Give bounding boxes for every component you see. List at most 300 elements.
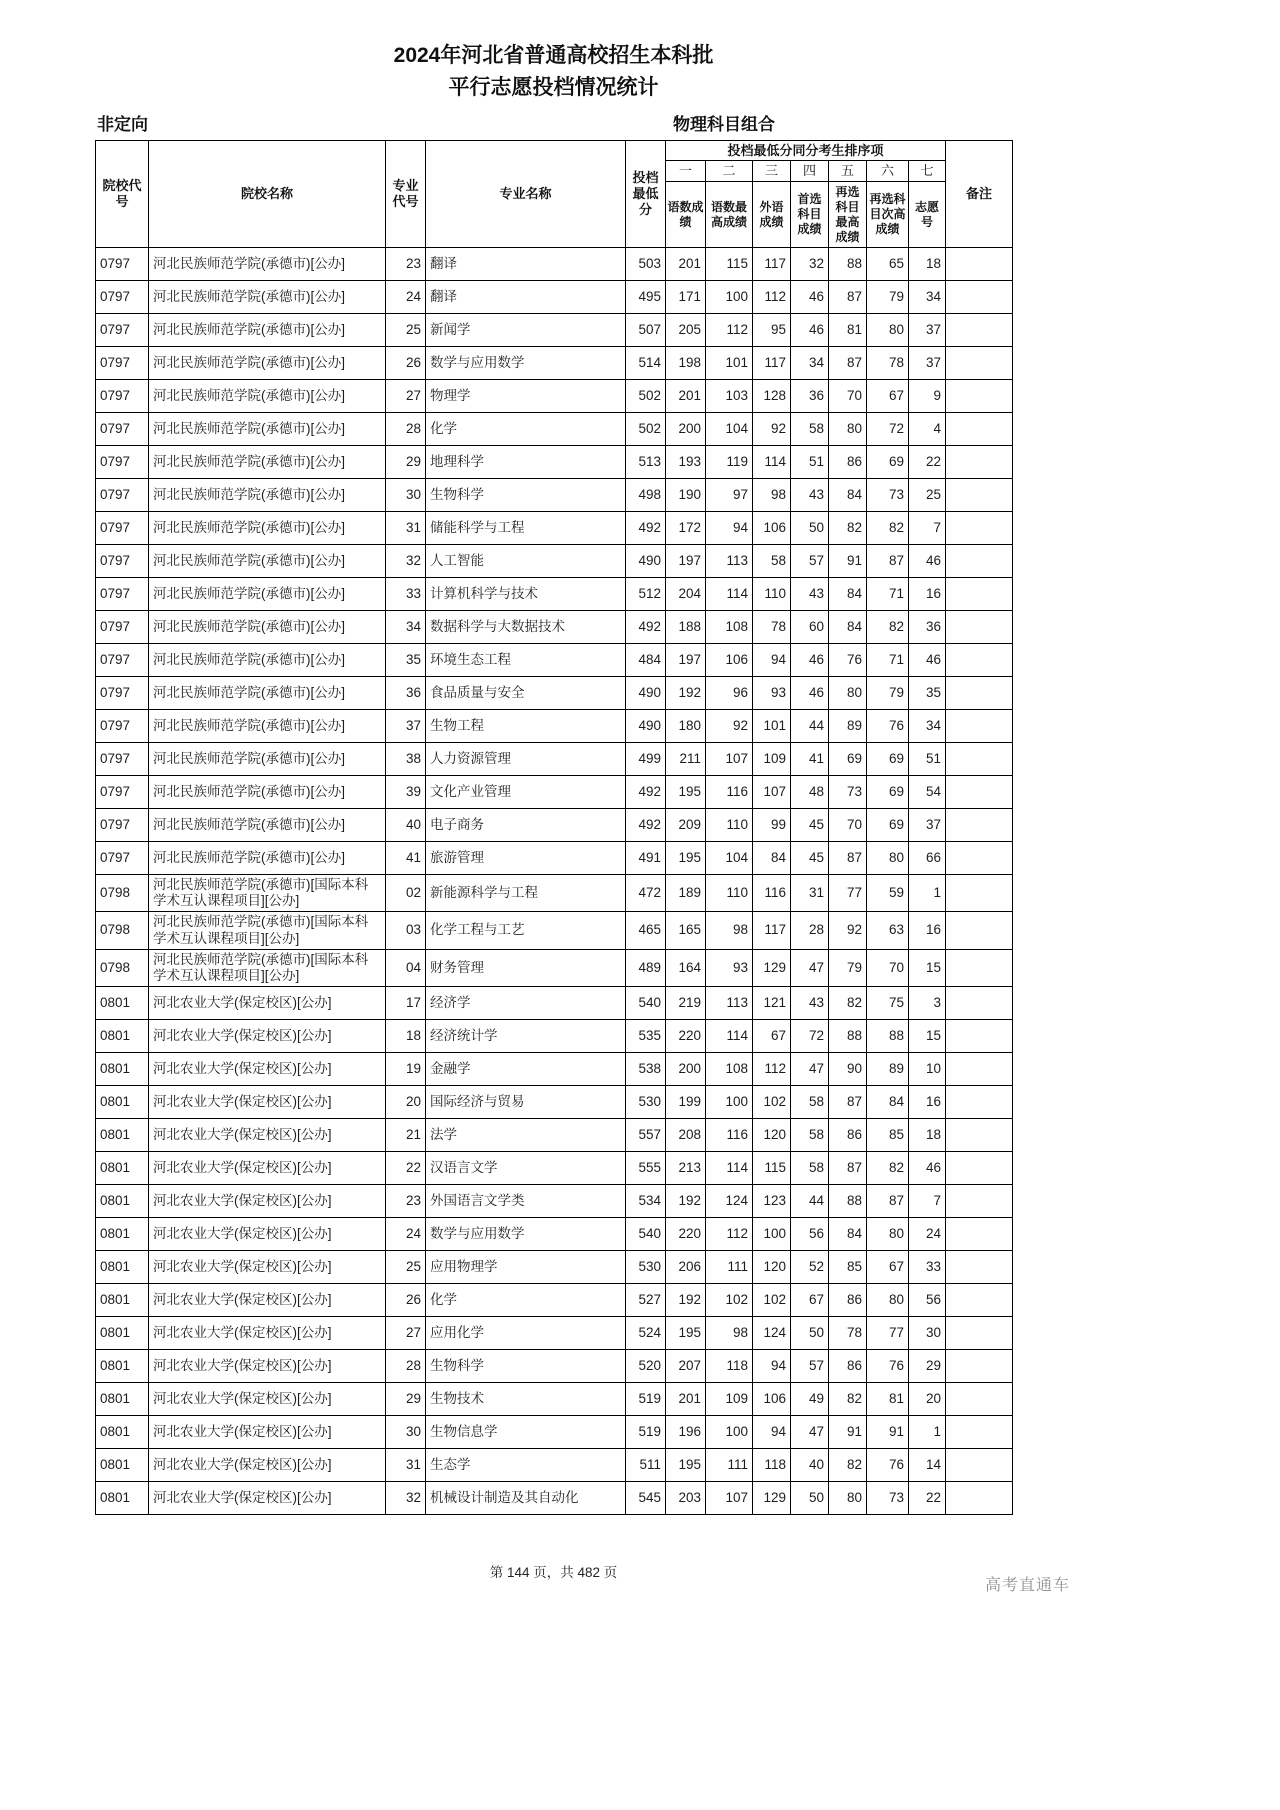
cell-major-name: 电子商务 bbox=[426, 809, 626, 842]
cell-major-name: 化学工程与工艺 bbox=[426, 912, 626, 949]
cell-score-7: 37 bbox=[909, 347, 946, 380]
table-row bbox=[96, 1119, 1013, 1152]
cell-score-2: 109 bbox=[706, 1383, 753, 1416]
cell-major-code: 30 bbox=[386, 1416, 426, 1449]
cell-remark bbox=[946, 743, 1013, 776]
cell-college-code: 0798 bbox=[96, 875, 149, 912]
cell-score-6: 88 bbox=[867, 1020, 909, 1053]
cell-score-2: 114 bbox=[706, 1020, 753, 1053]
cell-score-2: 103 bbox=[706, 380, 753, 413]
cell-score-1: 192 bbox=[666, 1284, 706, 1317]
cell-score-7: 10 bbox=[909, 1053, 946, 1086]
cell-score-4: 50 bbox=[791, 512, 829, 545]
header-college-code: 院校代号 bbox=[96, 141, 149, 248]
cell-score-2: 113 bbox=[706, 987, 753, 1020]
cell-score-5: 70 bbox=[829, 809, 867, 842]
cell-college-name: 河北民族师范学院(承德市)[公办] bbox=[149, 809, 386, 842]
cell-major-code: 39 bbox=[386, 776, 426, 809]
table-row bbox=[96, 479, 1013, 512]
cell-college-code: 0801 bbox=[96, 987, 149, 1020]
cell-college-name: 河北农业大学(保定校区)[公办] bbox=[149, 1482, 386, 1515]
cell-score-3: 102 bbox=[753, 1086, 791, 1119]
cell-score-2: 110 bbox=[706, 809, 753, 842]
cell-score-6: 71 bbox=[867, 644, 909, 677]
cell-score-2: 100 bbox=[706, 1416, 753, 1449]
table-row bbox=[96, 1218, 1013, 1251]
cell-score-3: 92 bbox=[753, 413, 791, 446]
table-header bbox=[96, 141, 1013, 248]
cell-college-name: 河北民族师范学院(承德市)[公办] bbox=[149, 611, 386, 644]
cell-college-name: 河北民族师范学院(承德市)[公办] bbox=[149, 446, 386, 479]
cell-major-code: 18 bbox=[386, 1020, 426, 1053]
cell-major-name: 生态学 bbox=[426, 1449, 626, 1482]
cell-score-4: 47 bbox=[791, 1416, 829, 1449]
cell-college-code: 0797 bbox=[96, 248, 149, 281]
cell-major-name: 人力资源管理 bbox=[426, 743, 626, 776]
cell-major-code: 32 bbox=[386, 545, 426, 578]
table-row bbox=[96, 776, 1013, 809]
cell-score-3: 129 bbox=[753, 949, 791, 986]
cell-score-5: 80 bbox=[829, 677, 867, 710]
table-row bbox=[96, 842, 1013, 875]
cell-score-1: 200 bbox=[666, 413, 706, 446]
cell-remark bbox=[946, 1119, 1013, 1152]
cell-major-code: 35 bbox=[386, 644, 426, 677]
cell-score-6: 76 bbox=[867, 1449, 909, 1482]
cell-major-code: 29 bbox=[386, 1383, 426, 1416]
cell-score-6: 79 bbox=[867, 677, 909, 710]
cell-score-2: 97 bbox=[706, 479, 753, 512]
cell-score-3: 102 bbox=[753, 1284, 791, 1317]
cell-min-score: 503 bbox=[626, 248, 666, 281]
cell-college-name: 河北农业大学(保定校区)[公办] bbox=[149, 1251, 386, 1284]
cell-score-3: 117 bbox=[753, 248, 791, 281]
cell-min-score: 507 bbox=[626, 314, 666, 347]
table-row bbox=[96, 912, 1013, 949]
cell-min-score: 511 bbox=[626, 1449, 666, 1482]
header-tiebreak-label-7: 志愿号 bbox=[909, 182, 946, 248]
cell-score-4: 43 bbox=[791, 479, 829, 512]
cell-min-score: 490 bbox=[626, 677, 666, 710]
cell-score-3: 95 bbox=[753, 314, 791, 347]
cell-major-code: 20 bbox=[386, 1086, 426, 1119]
cell-min-score: 502 bbox=[626, 380, 666, 413]
cell-score-7: 34 bbox=[909, 281, 946, 314]
cell-score-2: 104 bbox=[706, 842, 753, 875]
cell-remark bbox=[946, 809, 1013, 842]
header-tiebreak-group: 投档最低分同分考生排序项 bbox=[666, 141, 946, 161]
cell-score-1: 207 bbox=[666, 1350, 706, 1383]
cell-score-2: 111 bbox=[706, 1251, 753, 1284]
cell-score-4: 45 bbox=[791, 809, 829, 842]
cell-score-6: 80 bbox=[867, 1218, 909, 1251]
cell-score-3: 98 bbox=[753, 479, 791, 512]
table-row bbox=[96, 1449, 1013, 1482]
cell-score-7: 20 bbox=[909, 1383, 946, 1416]
cell-college-name: 河北民族师范学院(承德市)[公办] bbox=[149, 281, 386, 314]
cell-remark bbox=[946, 987, 1013, 1020]
cell-score-3: 58 bbox=[753, 545, 791, 578]
cell-score-5: 82 bbox=[829, 987, 867, 1020]
cell-score-3: 129 bbox=[753, 1482, 791, 1515]
cell-min-score: 520 bbox=[626, 1350, 666, 1383]
cell-college-name: 河北农业大学(保定校区)[公办] bbox=[149, 1284, 386, 1317]
cell-score-6: 82 bbox=[867, 512, 909, 545]
cell-min-score: 519 bbox=[626, 1416, 666, 1449]
cell-major-name: 生物工程 bbox=[426, 710, 626, 743]
cell-score-1: 180 bbox=[666, 710, 706, 743]
cell-college-code: 0801 bbox=[96, 1185, 149, 1218]
cell-major-code: 27 bbox=[386, 1317, 426, 1350]
cell-college-name: 河北农业大学(保定校区)[公办] bbox=[149, 1317, 386, 1350]
cell-score-3: 121 bbox=[753, 987, 791, 1020]
cell-college-name: 河北民族师范学院(承德市)[公办] bbox=[149, 578, 386, 611]
cell-score-6: 67 bbox=[867, 1251, 909, 1284]
cell-score-2: 98 bbox=[706, 912, 753, 949]
cell-remark bbox=[946, 1383, 1013, 1416]
cell-college-name: 河北民族师范学院(承德市)[公办] bbox=[149, 743, 386, 776]
cell-score-2: 106 bbox=[706, 644, 753, 677]
cell-score-1: 208 bbox=[666, 1119, 706, 1152]
cell-major-code: 28 bbox=[386, 1350, 426, 1383]
cell-score-7: 16 bbox=[909, 912, 946, 949]
cell-score-4: 50 bbox=[791, 1317, 829, 1350]
cell-score-6: 89 bbox=[867, 1053, 909, 1086]
cell-score-1: 206 bbox=[666, 1251, 706, 1284]
cell-college-name: 河北民族师范学院(承德市)[公办] bbox=[149, 545, 386, 578]
cell-college-name: 河北民族师范学院(承德市)[国际本科学术互认课程项目][公办] bbox=[149, 949, 386, 986]
cell-major-code: 30 bbox=[386, 479, 426, 512]
cell-score-5: 87 bbox=[829, 1086, 867, 1119]
cell-college-code: 0797 bbox=[96, 413, 149, 446]
table-row bbox=[96, 1416, 1013, 1449]
cell-major-name: 金融学 bbox=[426, 1053, 626, 1086]
cell-score-3: 94 bbox=[753, 644, 791, 677]
cell-score-3: 120 bbox=[753, 1251, 791, 1284]
cell-score-2: 115 bbox=[706, 248, 753, 281]
cell-score-1: 201 bbox=[666, 380, 706, 413]
cell-score-6: 82 bbox=[867, 611, 909, 644]
cell-score-7: 33 bbox=[909, 1251, 946, 1284]
cell-remark bbox=[946, 479, 1013, 512]
cell-major-name: 数学与应用数学 bbox=[426, 1218, 626, 1251]
cell-score-6: 76 bbox=[867, 710, 909, 743]
cell-score-5: 77 bbox=[829, 875, 867, 912]
cell-score-5: 86 bbox=[829, 1284, 867, 1317]
header-ordinal-4: 四 bbox=[791, 161, 829, 182]
page-title bbox=[95, 40, 1012, 103]
cell-major-code: 02 bbox=[386, 875, 426, 912]
cell-college-code: 0801 bbox=[96, 1152, 149, 1185]
cell-major-name: 物理学 bbox=[426, 380, 626, 413]
cell-college-name: 河北民族师范学院(承德市)[公办] bbox=[149, 644, 386, 677]
cell-major-code: 41 bbox=[386, 842, 426, 875]
cell-remark bbox=[946, 611, 1013, 644]
cell-min-score: 545 bbox=[626, 1482, 666, 1515]
cell-major-name: 翻译 bbox=[426, 248, 626, 281]
cell-remark bbox=[946, 1152, 1013, 1185]
cell-college-code: 0797 bbox=[96, 380, 149, 413]
cell-major-code: 36 bbox=[386, 677, 426, 710]
cell-score-1: 201 bbox=[666, 1383, 706, 1416]
header-tiebreak-label-5: 再选科目最高成绩 bbox=[829, 182, 867, 248]
cell-min-score: 495 bbox=[626, 281, 666, 314]
cell-major-name: 机械设计制造及其自动化 bbox=[426, 1482, 626, 1515]
cell-remark bbox=[946, 1020, 1013, 1053]
cell-major-name: 法学 bbox=[426, 1119, 626, 1152]
cell-major-code: 34 bbox=[386, 611, 426, 644]
cell-score-6: 69 bbox=[867, 776, 909, 809]
table-row bbox=[96, 743, 1013, 776]
cell-major-code: 40 bbox=[386, 809, 426, 842]
cell-score-3: 114 bbox=[753, 446, 791, 479]
cell-score-2: 116 bbox=[706, 776, 753, 809]
cell-score-5: 91 bbox=[829, 1416, 867, 1449]
cell-score-5: 88 bbox=[829, 1020, 867, 1053]
cell-score-5: 73 bbox=[829, 776, 867, 809]
table-row bbox=[96, 1053, 1013, 1086]
cell-remark bbox=[946, 512, 1013, 545]
cell-remark bbox=[946, 446, 1013, 479]
subheader bbox=[95, 110, 1012, 137]
cell-score-3: 120 bbox=[753, 1119, 791, 1152]
cell-major-code: 26 bbox=[386, 1284, 426, 1317]
cell-score-2: 98 bbox=[706, 1317, 753, 1350]
header-ordinal-2: 二 bbox=[706, 161, 753, 182]
cell-score-4: 36 bbox=[791, 380, 829, 413]
cell-score-4: 67 bbox=[791, 1284, 829, 1317]
header-remark: 备注 bbox=[946, 141, 1013, 248]
cell-remark bbox=[946, 281, 1013, 314]
cell-score-1: 211 bbox=[666, 743, 706, 776]
cell-min-score: 527 bbox=[626, 1284, 666, 1317]
cell-college-name: 河北民族师范学院(承德市)[公办] bbox=[149, 512, 386, 545]
cell-college-code: 0801 bbox=[96, 1350, 149, 1383]
cell-college-name: 河北民族师范学院(承德市)[公办] bbox=[149, 776, 386, 809]
cell-score-1: 203 bbox=[666, 1482, 706, 1515]
table-row bbox=[96, 987, 1013, 1020]
table-row bbox=[96, 1317, 1013, 1350]
header-tiebreak-label-3: 外语成绩 bbox=[753, 182, 791, 248]
cell-score-6: 87 bbox=[867, 1185, 909, 1218]
cell-score-6: 79 bbox=[867, 281, 909, 314]
cell-score-6: 87 bbox=[867, 545, 909, 578]
cell-college-code: 0797 bbox=[96, 545, 149, 578]
cell-college-code: 0797 bbox=[96, 314, 149, 347]
cell-score-5: 80 bbox=[829, 413, 867, 446]
cell-score-4: 58 bbox=[791, 1152, 829, 1185]
cell-score-7: 51 bbox=[909, 743, 946, 776]
cell-college-code: 0797 bbox=[96, 281, 149, 314]
cell-score-4: 58 bbox=[791, 1119, 829, 1152]
cell-college-code: 0797 bbox=[96, 644, 149, 677]
cell-major-name: 人工智能 bbox=[426, 545, 626, 578]
cell-score-7: 22 bbox=[909, 1482, 946, 1515]
cell-college-name: 河北农业大学(保定校区)[公办] bbox=[149, 1086, 386, 1119]
cell-score-2: 124 bbox=[706, 1185, 753, 1218]
cell-major-code: 23 bbox=[386, 1185, 426, 1218]
cell-college-code: 0797 bbox=[96, 710, 149, 743]
cell-college-code: 0801 bbox=[96, 1482, 149, 1515]
cell-college-name: 河北民族师范学院(承德市)[公办] bbox=[149, 314, 386, 347]
cell-score-4: 58 bbox=[791, 413, 829, 446]
cell-score-2: 112 bbox=[706, 1218, 753, 1251]
cell-major-name: 化学 bbox=[426, 1284, 626, 1317]
cell-score-4: 60 bbox=[791, 611, 829, 644]
cell-major-name: 经济统计学 bbox=[426, 1020, 626, 1053]
cell-score-4: 34 bbox=[791, 347, 829, 380]
table-row bbox=[96, 380, 1013, 413]
table-row bbox=[96, 677, 1013, 710]
cell-major-name: 生物科学 bbox=[426, 1350, 626, 1383]
cell-score-3: 117 bbox=[753, 347, 791, 380]
cell-college-code: 0801 bbox=[96, 1119, 149, 1152]
cell-score-1: 199 bbox=[666, 1086, 706, 1119]
cell-score-7: 66 bbox=[909, 842, 946, 875]
cell-min-score: 499 bbox=[626, 743, 666, 776]
page-content bbox=[95, 0, 1012, 1581]
cell-score-1: 165 bbox=[666, 912, 706, 949]
cell-score-6: 65 bbox=[867, 248, 909, 281]
cell-score-1: 195 bbox=[666, 1317, 706, 1350]
cell-remark bbox=[946, 1284, 1013, 1317]
cell-college-name: 河北农业大学(保定校区)[公办] bbox=[149, 1416, 386, 1449]
cell-score-6: 76 bbox=[867, 1350, 909, 1383]
cell-college-code: 0797 bbox=[96, 842, 149, 875]
cell-remark bbox=[946, 677, 1013, 710]
cell-score-4: 28 bbox=[791, 912, 829, 949]
cell-remark bbox=[946, 1185, 1013, 1218]
header-ordinal-3: 三 bbox=[753, 161, 791, 182]
cell-score-3: 117 bbox=[753, 912, 791, 949]
cell-college-code: 0801 bbox=[96, 1449, 149, 1482]
cell-score-2: 101 bbox=[706, 347, 753, 380]
cell-score-1: 205 bbox=[666, 314, 706, 347]
cell-score-5: 85 bbox=[829, 1251, 867, 1284]
cell-score-5: 88 bbox=[829, 248, 867, 281]
table-body bbox=[96, 248, 1013, 1515]
cell-score-7: 22 bbox=[909, 446, 946, 479]
cell-score-7: 37 bbox=[909, 809, 946, 842]
cell-score-4: 46 bbox=[791, 644, 829, 677]
cell-score-6: 72 bbox=[867, 413, 909, 446]
cell-score-7: 9 bbox=[909, 380, 946, 413]
page-number: 第 144 页，共 482 页 bbox=[489, 1565, 618, 1581]
cell-college-name: 河北民族师范学院(承德市)[公办] bbox=[149, 710, 386, 743]
cell-score-2: 104 bbox=[706, 413, 753, 446]
table-row bbox=[96, 1020, 1013, 1053]
cell-score-1: 193 bbox=[666, 446, 706, 479]
cell-score-5: 88 bbox=[829, 1185, 867, 1218]
table-row bbox=[96, 281, 1013, 314]
table-row bbox=[96, 1482, 1013, 1515]
cell-score-1: 201 bbox=[666, 248, 706, 281]
cell-score-5: 87 bbox=[829, 1152, 867, 1185]
cell-major-name: 生物科学 bbox=[426, 479, 626, 512]
cell-remark bbox=[946, 413, 1013, 446]
cell-score-1: 196 bbox=[666, 1416, 706, 1449]
cell-score-6: 63 bbox=[867, 912, 909, 949]
cell-score-6: 80 bbox=[867, 842, 909, 875]
cell-college-code: 0801 bbox=[96, 1284, 149, 1317]
cell-score-2: 107 bbox=[706, 1482, 753, 1515]
cell-score-5: 86 bbox=[829, 1350, 867, 1383]
cell-score-4: 46 bbox=[791, 281, 829, 314]
cell-score-1: 220 bbox=[666, 1218, 706, 1251]
cell-score-7: 46 bbox=[909, 644, 946, 677]
cell-college-name: 河北民族师范学院(承德市)[公办] bbox=[149, 479, 386, 512]
cell-major-name: 财务管理 bbox=[426, 949, 626, 986]
cell-college-code: 0797 bbox=[96, 347, 149, 380]
cell-remark bbox=[946, 314, 1013, 347]
cell-college-name: 河北民族师范学院(承德市)[公办] bbox=[149, 677, 386, 710]
cell-score-1: 192 bbox=[666, 677, 706, 710]
cell-score-5: 81 bbox=[829, 314, 867, 347]
watermark: 高考直通车 bbox=[985, 1577, 1071, 1594]
cell-score-2: 111 bbox=[706, 1449, 753, 1482]
cell-min-score: 538 bbox=[626, 1053, 666, 1086]
table-row bbox=[96, 413, 1013, 446]
cell-college-name: 河北民族师范学院(承德市)[国际本科学术互认课程项目][公办] bbox=[149, 912, 386, 949]
table-row bbox=[96, 644, 1013, 677]
cell-min-score: 465 bbox=[626, 912, 666, 949]
cell-min-score: 492 bbox=[626, 512, 666, 545]
cell-college-code: 0797 bbox=[96, 512, 149, 545]
cell-college-name: 河北民族师范学院(承德市)[公办] bbox=[149, 248, 386, 281]
cell-major-code: 27 bbox=[386, 380, 426, 413]
cell-score-2: 108 bbox=[706, 1053, 753, 1086]
cell-score-4: 44 bbox=[791, 710, 829, 743]
cell-score-6: 75 bbox=[867, 987, 909, 1020]
cell-remark bbox=[946, 1449, 1013, 1482]
cell-remark bbox=[946, 912, 1013, 949]
cell-college-code: 0798 bbox=[96, 912, 149, 949]
cell-score-1: 219 bbox=[666, 987, 706, 1020]
cell-min-score: 472 bbox=[626, 875, 666, 912]
cell-score-3: 67 bbox=[753, 1020, 791, 1053]
cell-score-6: 71 bbox=[867, 578, 909, 611]
cell-score-7: 34 bbox=[909, 710, 946, 743]
cell-score-2: 102 bbox=[706, 1284, 753, 1317]
cell-score-5: 78 bbox=[829, 1317, 867, 1350]
cell-score-6: 81 bbox=[867, 1383, 909, 1416]
cell-score-4: 52 bbox=[791, 1251, 829, 1284]
header-major-name: 专业名称 bbox=[426, 141, 626, 248]
orientation-label: 非定向 bbox=[97, 115, 148, 134]
cell-score-7: 1 bbox=[909, 1416, 946, 1449]
cell-remark bbox=[946, 1416, 1013, 1449]
cell-score-1: 220 bbox=[666, 1020, 706, 1053]
cell-score-1: 188 bbox=[666, 611, 706, 644]
cell-college-name: 河北民族师范学院(承德市)[国际本科学术互认课程项目][公办] bbox=[149, 875, 386, 912]
cell-score-4: 57 bbox=[791, 1350, 829, 1383]
cell-major-code: 17 bbox=[386, 987, 426, 1020]
cell-remark bbox=[946, 347, 1013, 380]
cell-min-score: 492 bbox=[626, 776, 666, 809]
cell-score-7: 29 bbox=[909, 1350, 946, 1383]
cell-score-6: 80 bbox=[867, 1284, 909, 1317]
cell-remark bbox=[946, 578, 1013, 611]
cell-major-code: 24 bbox=[386, 281, 426, 314]
cell-score-2: 94 bbox=[706, 512, 753, 545]
cell-score-5: 84 bbox=[829, 578, 867, 611]
cell-college-code: 0797 bbox=[96, 479, 149, 512]
cell-college-code: 0801 bbox=[96, 1218, 149, 1251]
cell-college-code: 0797 bbox=[96, 677, 149, 710]
cell-score-3: 118 bbox=[753, 1449, 791, 1482]
cell-score-2: 96 bbox=[706, 677, 753, 710]
cell-score-6: 77 bbox=[867, 1317, 909, 1350]
